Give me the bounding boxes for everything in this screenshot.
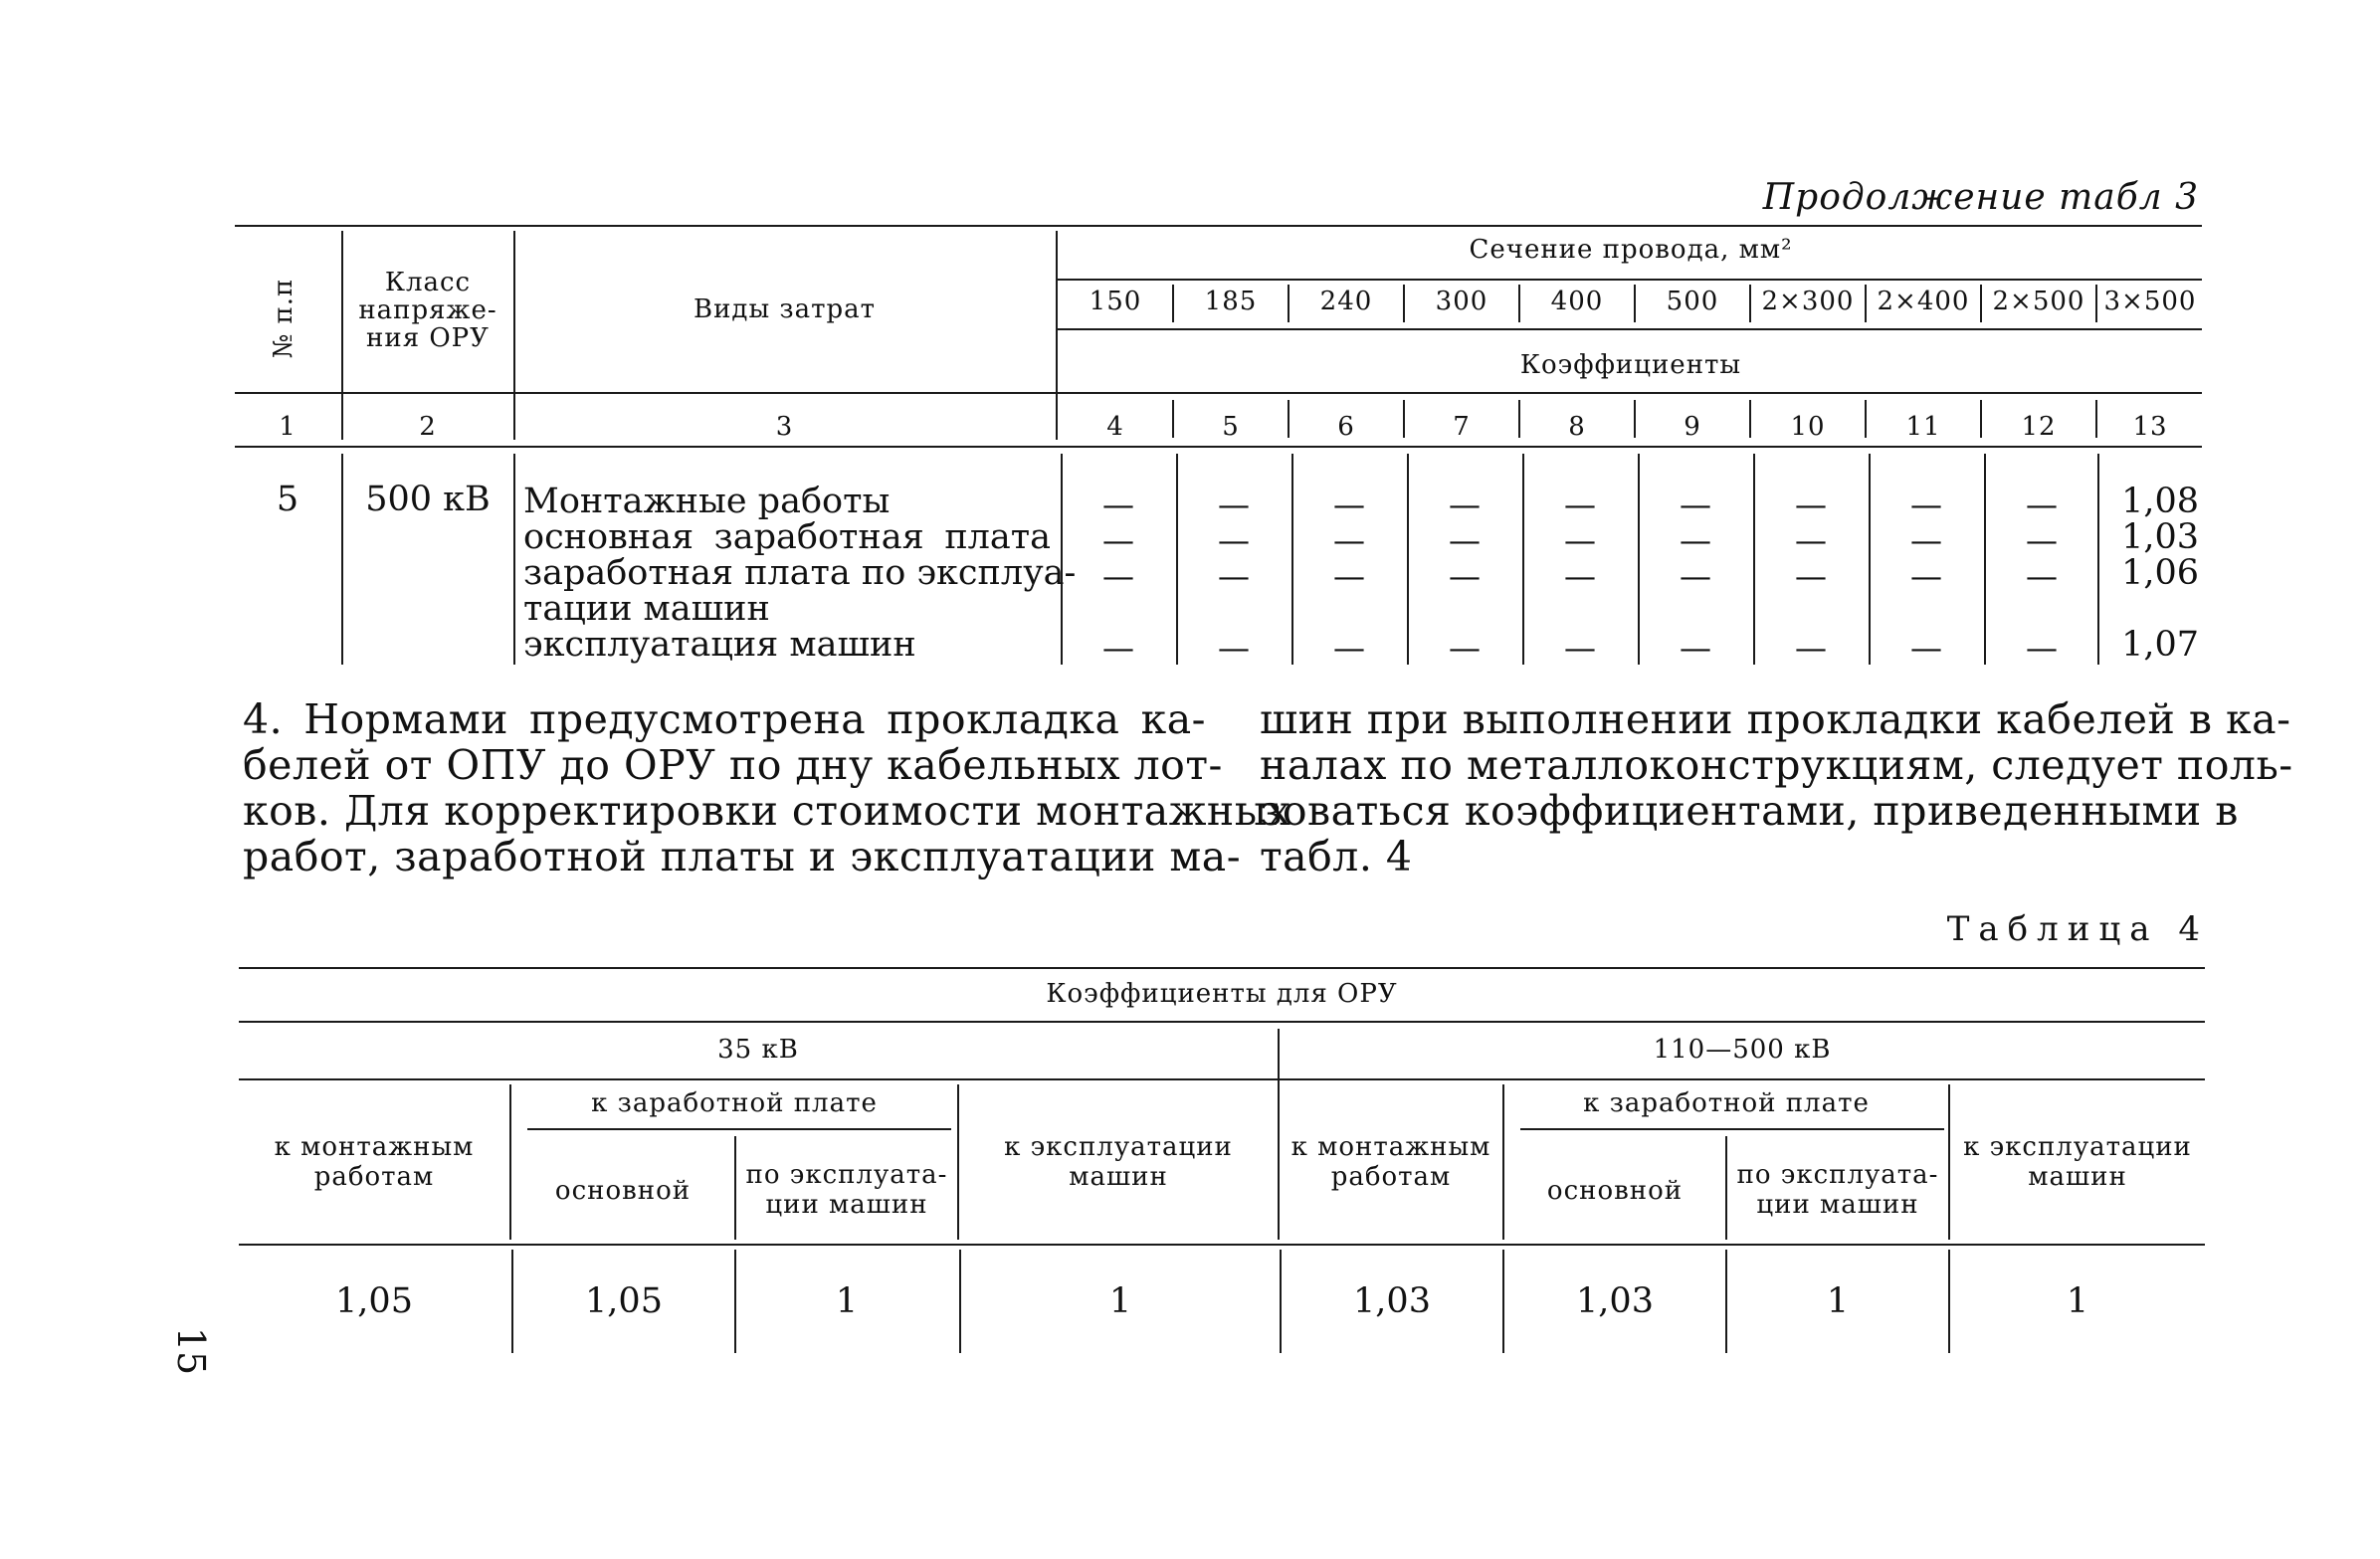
cost-item: заработная плата по эксплуа-	[523, 553, 1077, 593]
wage-header: к заработной плате	[1583, 1088, 1870, 1118]
dash-cell: —	[1680, 486, 1711, 523]
size-500: 500	[1666, 287, 1719, 316]
table4-value: 1,05	[335, 1281, 413, 1321]
coef-value: 1,08	[2121, 482, 2199, 521]
table3-caption: Продолжение табл 3	[1762, 177, 2199, 218]
mount-header-line: работам	[1330, 1162, 1452, 1192]
col-number: 9	[1684, 412, 1701, 442]
coef-value: 1,07	[2121, 625, 2199, 665]
cost-item: основная заработная плата	[523, 517, 1051, 557]
dash-cell: —	[1102, 557, 1134, 595]
dash-cell: —	[1449, 486, 1481, 523]
class-header-line: ния ОРУ	[366, 323, 490, 353]
types-header: Виды затрат	[694, 294, 876, 324]
col-number: 12	[2021, 412, 2057, 442]
machines-header-line: к эксплуатации	[1963, 1132, 2192, 1162]
mount-header	[239, 1132, 509, 1192]
dash-cell: —	[1910, 557, 1942, 595]
col-number: 11	[1905, 412, 1941, 442]
col-number: 5	[1222, 412, 1240, 442]
machines-header-line: к эксплуатации	[1004, 1132, 1233, 1162]
dash-cell: —	[1102, 629, 1134, 667]
cost-item: эксплуатация машин	[523, 625, 916, 665]
dash-cell: —	[1102, 486, 1134, 523]
dash-cell: —	[1218, 521, 1250, 559]
dash-cell: —	[1910, 486, 1942, 523]
mount-header	[1280, 1132, 1502, 1192]
dash-cell: —	[1795, 557, 1827, 595]
paragraph-line: шин при выполнении прокладки кабелей в ка-	[1260, 695, 2291, 743]
table4-caption: Таблица 4	[1946, 909, 2209, 949]
table4-title: Коэффициенты для ОРУ	[1046, 979, 1398, 1009]
col-number: 13	[2132, 412, 2168, 442]
wage-machines-line: ции машин	[1756, 1190, 1919, 1220]
class-header	[344, 269, 511, 352]
dash-cell: —	[1218, 557, 1250, 595]
mount-header-line: работам	[313, 1162, 435, 1192]
wage-machines-line: ции машин	[765, 1190, 928, 1220]
mount-header-line: к монтажным	[1290, 1132, 1491, 1162]
col-number: 1	[279, 412, 297, 442]
wage-machines-header	[736, 1160, 957, 1220]
paragraph-line: 4. Нормами предусмотрена прокладка ка-	[243, 695, 1206, 743]
wage-machines-line: по эксплуата-	[745, 1160, 948, 1190]
dash-cell: —	[1680, 521, 1711, 559]
page-number: 15	[169, 1326, 213, 1376]
size-240: 240	[1319, 287, 1373, 316]
col-number: 2	[419, 412, 437, 442]
table4-value: 1,05	[585, 1281, 663, 1321]
table4-value: 1,03	[1576, 1281, 1654, 1321]
dash-cell: —	[1795, 629, 1827, 667]
dash-cell: —	[1680, 629, 1711, 667]
dash-cell: —	[1564, 629, 1596, 667]
table4-value: 1,03	[1353, 1281, 1431, 1321]
class-header-line: напряже-	[358, 295, 497, 325]
col-number: 7	[1453, 412, 1471, 442]
machines-header-line: машин	[1069, 1162, 1168, 1192]
dash-cell: —	[1449, 557, 1481, 595]
table4-value: 1	[1826, 1281, 1850, 1321]
dash-cell: —	[2026, 629, 2058, 667]
section-header: Сечение провода, мм²	[1469, 235, 1793, 265]
num-header: № п.п	[269, 278, 298, 359]
wage-machines-line: по эксплуата-	[1736, 1160, 1939, 1190]
dash-cell: —	[1333, 557, 1365, 595]
dash-cell: —	[1449, 521, 1481, 559]
group-110-500kv: 110—500 кВ	[1653, 1035, 1832, 1065]
dash-cell: —	[1564, 521, 1596, 559]
basic-header: основной	[1546, 1176, 1684, 1206]
wage-header: к заработной плате	[591, 1088, 878, 1118]
size-2x400: 2×400	[1877, 287, 1970, 316]
dash-cell: —	[1564, 557, 1596, 595]
col-number: 10	[1790, 412, 1826, 442]
col-number: 4	[1106, 412, 1124, 442]
dash-cell: —	[1333, 521, 1365, 559]
size-150: 150	[1089, 287, 1142, 316]
size-2x500: 2×500	[1992, 287, 2085, 316]
size-2x300: 2×300	[1761, 287, 1855, 316]
coef-value: 1,06	[2121, 553, 2199, 593]
cost-item: Монтажные работы	[523, 482, 891, 521]
dash-cell: —	[1218, 486, 1250, 523]
size-185: 185	[1204, 287, 1258, 316]
group-35kv: 35 кВ	[717, 1035, 799, 1065]
table4-value: 1	[835, 1281, 859, 1321]
size-400: 400	[1550, 287, 1604, 316]
coeffs-header: Коэффициенты	[1519, 350, 1742, 380]
paragraph-line: ков. Для корректировки стоимости монтажных	[243, 787, 1291, 835]
paragraph-left	[243, 695, 1291, 880]
cost-item: тации машин	[523, 589, 770, 629]
dash-cell: —	[1102, 521, 1134, 559]
class-header-line: Класс	[384, 268, 472, 297]
dash-cell: —	[1795, 486, 1827, 523]
paragraph-right	[1260, 695, 2293, 880]
wage-machines-header	[1727, 1160, 1948, 1220]
coef-value: 1,03	[2121, 517, 2199, 557]
dash-cell: —	[1218, 629, 1250, 667]
dash-cell: —	[1333, 629, 1365, 667]
paragraph-line: табл. 4	[1260, 833, 1413, 880]
dash-cell: —	[1795, 521, 1827, 559]
paragraph-line: работ, заработной платы и эксплуатации ма-	[243, 833, 1242, 880]
row-number: 5	[276, 480, 299, 519]
machines-header	[959, 1132, 1278, 1192]
dash-cell: —	[1680, 557, 1711, 595]
size-3x500: 3×500	[2103, 287, 2197, 316]
row-voltage: 500 кВ	[365, 480, 491, 519]
dash-cell: —	[2026, 486, 2058, 523]
paragraph-line: налах по металлоконструкциям, следует поль-	[1260, 741, 2293, 789]
dash-cell: —	[2026, 557, 2058, 595]
paragraph-line: зоваться коэффициентами, приведенными в	[1260, 787, 2239, 835]
col-number: 3	[775, 412, 794, 442]
dash-cell: —	[2026, 521, 2058, 559]
dash-cell: —	[1564, 486, 1596, 523]
size-300: 300	[1435, 287, 1488, 316]
basic-header: основной	[554, 1176, 692, 1206]
mount-header-line: к монтажным	[274, 1132, 475, 1162]
col-number: 6	[1337, 412, 1355, 442]
paragraph-line: белей от ОПУ до ОРУ по дну кабельных лот-	[243, 741, 1223, 789]
table4-value: 1	[1108, 1281, 1132, 1321]
dash-cell: —	[1910, 521, 1942, 559]
dash-cell: —	[1910, 629, 1942, 667]
machines-header	[1950, 1132, 2205, 1192]
col-number: 8	[1568, 412, 1586, 442]
dash-cell: —	[1333, 486, 1365, 523]
dash-cell: —	[1449, 629, 1481, 667]
table4-value: 1	[2066, 1281, 2089, 1321]
machines-header-line: машин	[2028, 1162, 2127, 1192]
